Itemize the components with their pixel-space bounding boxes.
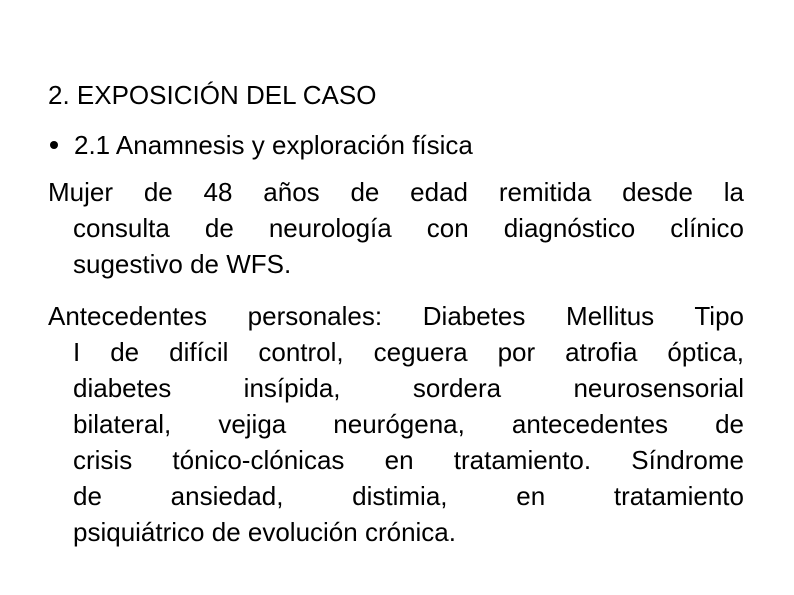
paragraph-line: crisis tónico-clónicas en tratamiento. Síndrome: [73, 445, 744, 475]
bullet-dot-icon: [50, 141, 58, 149]
paragraph-line: de ansiedad, distimia, en tratamiento: [73, 481, 744, 511]
paragraph-line: Mujer de 48 años de edad remitida desde la: [48, 177, 744, 207]
paragraph-line: psiquiátrico de evolución crónica.: [73, 517, 456, 547]
paragraph-line: I de difícil control, ceguera por atrofia óptica,: [73, 337, 744, 367]
paragraph-line: consulta de neurología con diagnóstico clínico: [73, 213, 744, 243]
bullet-text: 2.1 Anamnesis y exploración física: [74, 130, 473, 160]
section-heading: 2. EXPOSICIÓN DEL CASO: [48, 80, 377, 110]
paragraph-line: Antecedentes personales: Diabetes Mellitus Tipo: [48, 301, 744, 331]
paragraph-patient-intro: [48, 174, 744, 282]
paragraph-line: diabetes insípida, sordera neurosensorial: [73, 373, 744, 403]
paragraph-line: bilateral, vejiga neurógena, antecedentes de: [73, 409, 744, 439]
bullet-item: [48, 130, 473, 160]
paragraph-line: sugestivo de WFS.: [73, 249, 292, 279]
paragraph-personal-history: [48, 298, 744, 550]
